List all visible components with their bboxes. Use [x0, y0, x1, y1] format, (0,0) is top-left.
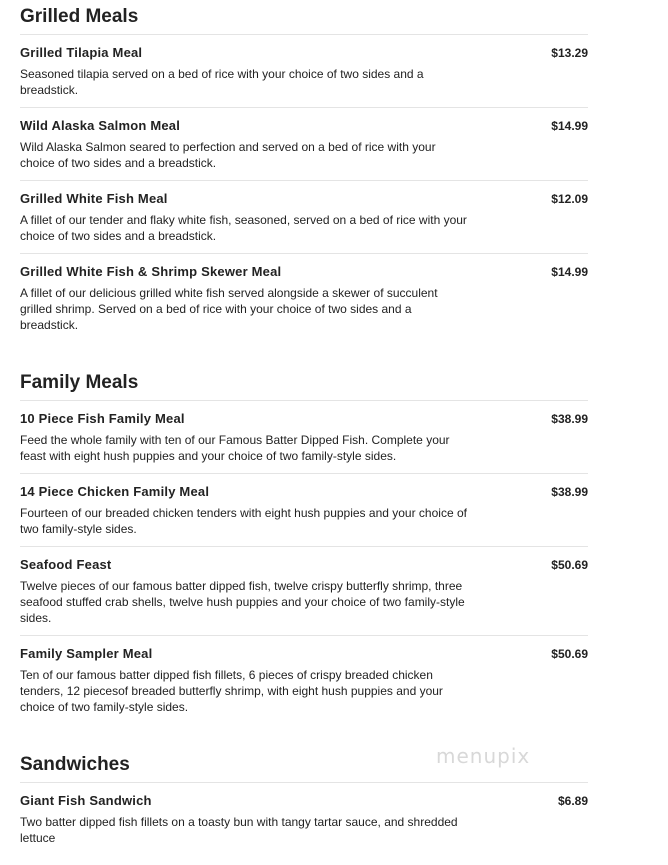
item-name: 10 Piece Fish Family Meal — [20, 411, 185, 426]
menu-item — [20, 547, 588, 636]
item-description: A fillet of our delicious grilled white fish served alongside a skewer of succulent grilled shrimp. Served on a bed of rice with your choice of two sides and a breadstick. — [20, 286, 438, 332]
menu-item — [20, 254, 588, 342]
item-name: Seafood Feast — [20, 557, 112, 572]
section-title: Sandwiches — [20, 754, 130, 775]
section-title: Grilled Meals — [20, 6, 139, 27]
item-description: Two batter dipped fish fillets on a toasty bun with tangy tartar sauce, and shredded lettuce — [20, 815, 458, 845]
section-family-meals — [20, 366, 588, 724]
item-price: $50.69 — [551, 558, 588, 572]
menu-item — [20, 783, 588, 855]
item-name: Grilled White Fish & Shrimp Skewer Meal — [20, 264, 282, 279]
item-name: Giant Fish Sandwich — [20, 793, 152, 808]
menu-item — [20, 636, 588, 724]
item-price: $38.99 — [551, 485, 588, 499]
item-price: $6.89 — [557, 794, 588, 808]
item-price: $50.69 — [551, 647, 588, 661]
section-title: Family Meals — [20, 372, 139, 393]
item-price: $14.99 — [551, 119, 588, 133]
item-description: Wild Alaska Salmon seared to perfection and served on a bed of rice with your choice of two sides and a breadstick. — [20, 140, 436, 170]
item-name: Family Sampler Meal — [20, 646, 153, 661]
item-name: 14 Piece Chicken Family Meal — [20, 484, 210, 499]
menu-item — [20, 474, 588, 547]
item-price: $12.09 — [551, 192, 588, 206]
menu-item — [20, 401, 588, 474]
menu-item — [20, 35, 588, 108]
item-description: A fillet of our tender and flaky white fish, seasoned, served on a bed of rice with your choice of two sides and a breadstick. — [20, 213, 467, 243]
menu — [20, 0, 588, 865]
item-description: Twelve pieces of our famous batter dipped fish, twelve crispy butterfly shrimp, three seafood stuffed crab shells, twelve hush puppies and your choice of two family-style sides. — [20, 579, 465, 625]
menu-item — [20, 181, 588, 254]
item-price: $38.99 — [551, 412, 588, 426]
item-price: $14.99 — [551, 265, 588, 279]
item-description: Seasoned tilapia served on a bed of rice with your choice of two sides and a breadstick. — [20, 67, 424, 97]
item-description: Feed the whole family with ten of our Famous Batter Dipped Fish. Complete your feast with eight hush puppies and your choice of two family-style sides. — [20, 433, 450, 463]
item-description: Fourteen of our breaded chicken tenders with eight hush puppies and your choice of two family-style sides. — [20, 506, 467, 536]
menu-item — [20, 108, 588, 181]
item-name: Wild Alaska Salmon Meal — [20, 118, 181, 133]
item-name: Grilled White Fish Meal — [20, 191, 168, 206]
item-name: Grilled Tilapia Meal — [20, 45, 143, 60]
menupix-watermark: menupix — [436, 744, 531, 768]
section-grilled-meals — [20, 0, 588, 342]
item-price: $13.29 — [551, 46, 588, 60]
item-description: Ten of our famous batter dipped fish fillets, 6 pieces of crispy breaded chicken tenders, 12 piecesof breaded butterfly shrimp, with eight hush puppies and your choice of two family-style sides. — [20, 668, 443, 714]
